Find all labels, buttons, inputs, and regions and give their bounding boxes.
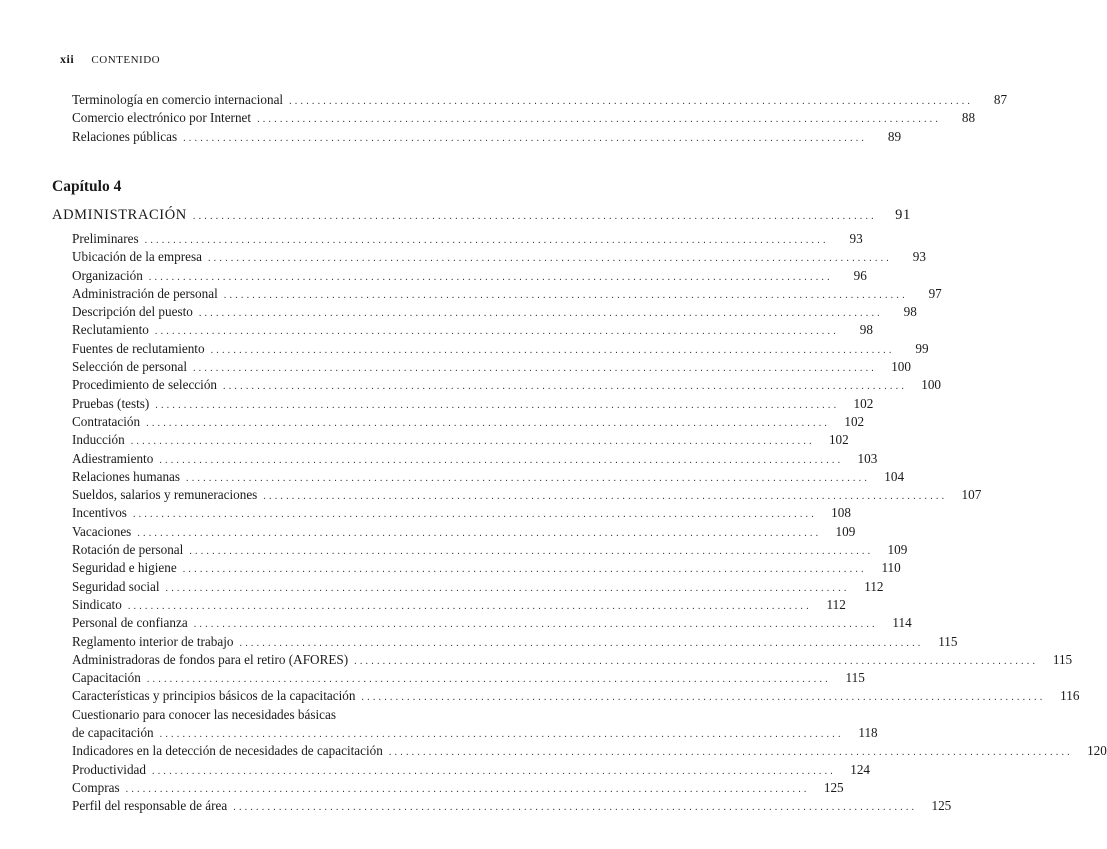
toc-entry-page: 96 <box>853 267 867 283</box>
toc-entry-label: Descripción del puesto <box>72 304 193 320</box>
leader-dots: ........................................................................................................................ <box>186 472 871 484</box>
toc-entry-page: 109 <box>887 542 908 558</box>
toc-entry-page: 125 <box>931 798 952 814</box>
toc-entry-page: 124 <box>850 761 870 777</box>
chapter-title: ADMINISTRACIÓN <box>52 207 187 223</box>
toc-entry <box>72 91 1008 109</box>
toc-entry-label: Relaciones públicas <box>72 128 178 144</box>
toc-entry-page: 110 <box>881 560 901 576</box>
toc-entry-label: Seguridad social <box>72 578 160 594</box>
toc-entry <box>72 340 929 358</box>
toc-entry-label: Contratación <box>72 413 141 429</box>
toc-entry-label: Terminología en comercio internacional <box>72 92 284 107</box>
toc-entry-page: 102 <box>853 395 874 411</box>
leader-dots: ........................................................................................................................ <box>354 655 1039 667</box>
toc-entry-page: 125 <box>823 779 844 795</box>
leader-dots: ........................................................................................................................ <box>192 363 877 375</box>
toc-entry-page: 114 <box>892 615 912 631</box>
leader-dots: ........................................................................................................................ <box>361 692 1046 704</box>
toc-entry-page: 93 <box>849 231 863 246</box>
toc-entry <box>72 285 942 303</box>
toc-entry-page: 89 <box>887 128 902 144</box>
toc-entry <box>72 687 1080 705</box>
toc-entry-label: Procedimiento de selección <box>72 377 218 393</box>
toc-entry-label: Relaciones humanas <box>72 468 181 484</box>
leader-dots: ........................................................................................................................ <box>152 765 836 777</box>
toc-entry <box>72 230 863 248</box>
leader-dots: ........................................................................................................................ <box>192 211 877 222</box>
toc-entry-page: 100 <box>891 359 911 375</box>
toc-entry-label: Capacitación <box>72 670 141 686</box>
toc-entry-label: Pruebas (tests) <box>72 395 150 411</box>
toc-entry-label: Características y principios básicos de la capacitación <box>72 688 356 704</box>
toc-entry <box>72 450 878 468</box>
toc-entry-label: Inducción <box>72 432 125 448</box>
toc-entry <box>72 358 911 376</box>
toc-entry-label: Seguridad e higiene <box>72 560 177 576</box>
toc-entry <box>72 395 874 413</box>
toc-entry <box>72 614 912 632</box>
toc-entry-label: Personal de confianza <box>72 615 188 631</box>
toc-entry-page: 115 <box>1052 651 1073 667</box>
toc-entry-label: Comercio electrónico por Internet <box>72 110 252 126</box>
toc-entry <box>72 413 865 431</box>
leader-dots: ........................................................................................................................ <box>233 802 918 814</box>
toc-entry-page: 109 <box>835 523 856 539</box>
leader-dots: ........................................................................................................................ <box>130 436 815 448</box>
toc-entry-label: Sueldos, salarios y remuneraciones <box>72 487 258 503</box>
toc-entry <box>72 504 851 522</box>
toc-entry <box>72 742 1107 760</box>
toc-entry <box>72 596 846 614</box>
toc-entry-label: Reclutamiento <box>72 322 149 338</box>
toc-entry-page: 118 <box>858 725 878 741</box>
toc-entry-label: Administración de personal <box>72 285 218 301</box>
toc-entry <box>72 468 905 486</box>
leader-dots: ........................................................................................................................ <box>127 600 812 612</box>
leader-dots: ........................................................................................................................ <box>223 289 908 301</box>
toc-entry <box>72 248 926 266</box>
leader-dots: ........................................................................................................................ <box>388 747 1073 759</box>
toc-entry-label: Organización <box>72 267 143 283</box>
leader-dots: ........................................................................................................................ <box>154 326 839 338</box>
toc-entry <box>72 651 1073 669</box>
toc-entry <box>72 706 550 724</box>
toc-entry-label: Incentivos <box>72 505 127 521</box>
leader-dots: ........................................................................................................................ <box>263 491 948 503</box>
toc-entry <box>72 523 856 541</box>
toc-entry-page: 102 <box>844 413 865 429</box>
toc-entry-label: Perfil del responsable de área <box>72 798 228 814</box>
toc-entry-page: 98 <box>859 322 873 338</box>
leader-dots: ........................................................................................................................ <box>125 783 810 795</box>
toc-entry <box>72 321 873 339</box>
toc-entry <box>72 633 958 651</box>
toc-entry-label: Adiestramiento <box>72 450 154 466</box>
toc-entry-label: Cuestionario para conocer las necesidades básicas <box>72 706 337 722</box>
toc-entry-page: 93 <box>912 249 926 265</box>
toc-entry-page: 108 <box>831 505 851 521</box>
toc-entry-label: Rotación de personal <box>72 542 184 558</box>
toc-entry <box>72 303 917 321</box>
leader-dots: ........................................................................................................................ <box>146 417 831 429</box>
chapter-heading: Capítulo 4 <box>52 178 122 195</box>
leader-dots: ........................................................................................................................ <box>182 564 867 576</box>
leader-dots: ........................................................................................................................ <box>210 344 895 356</box>
toc-entry-page: 99 <box>915 340 929 356</box>
toc-entry-page: 115 <box>845 670 865 686</box>
chapter-title-page: 91 <box>895 207 911 223</box>
toc-entry-label: Reglamento interior de trabajo <box>72 633 234 649</box>
toc-entry-page: 112 <box>826 596 846 612</box>
toc-entry <box>72 578 884 596</box>
toc-entry <box>72 724 878 742</box>
leader-dots: ........................................................................................................................ <box>144 235 829 246</box>
page-number: xii <box>60 52 75 66</box>
chapter-title-entry <box>52 204 911 226</box>
leader-dots: ........................................................................................................................ <box>239 637 924 649</box>
toc-entry-label: Administradoras de fondos para el retiro (AFORES) <box>72 651 349 667</box>
leader-dots: ........................................................................................................................ <box>257 114 942 126</box>
toc-entry-page: 112 <box>864 578 884 594</box>
toc-entry-page: 104 <box>884 468 905 484</box>
toc-entry <box>72 376 942 394</box>
leader-dots: ........................................................................................................................ <box>183 132 868 144</box>
toc-entry <box>72 669 865 687</box>
toc-entry-label: de capacitación <box>72 725 154 741</box>
toc-entry <box>72 761 870 779</box>
leader-dots: ........................................................................................................................ <box>207 253 892 265</box>
leader-dots: ........................................................................................................................ <box>189 546 874 558</box>
toc-entry-page: 87 <box>993 92 1008 107</box>
toc-entry <box>72 128 902 146</box>
toc-entry-label: Indicadores en la detección de necesidades de capacitación <box>72 743 383 759</box>
toc-entry-page: 102 <box>828 432 849 448</box>
leader-dots: ........................................................................................................................ <box>137 527 822 539</box>
toc-entry-page: 98 <box>903 304 917 320</box>
leader-dots: ........................................................................................................................ <box>155 399 840 411</box>
toc-entry-label: Preliminares <box>72 231 139 246</box>
toc-entry-page: 115 <box>938 633 958 649</box>
toc-entry <box>72 559 901 577</box>
leader-dots: ........................................................................................................................ <box>146 674 831 686</box>
leader-dots: ........................................................................................................................ <box>289 96 974 107</box>
leader-dots: ........................................................................................................................ <box>165 582 850 594</box>
leader-dots: ........................................................................................................................ <box>193 619 878 631</box>
toc-entry-page: 97 <box>928 285 942 301</box>
toc-entry <box>72 779 844 797</box>
toc-entry-label: Selección de personal <box>72 359 187 375</box>
toc-entry-label: Compras <box>72 779 120 795</box>
toc-entry <box>72 267 867 285</box>
toc-entry-label: Sindicato <box>72 596 122 612</box>
toc-entry-page: 120 <box>1087 743 1107 759</box>
toc-entry-label: Ubicación de la empresa <box>72 249 202 265</box>
toc-entry <box>72 486 982 504</box>
toc-entry-page: 100 <box>921 377 942 393</box>
toc-chapter-entries <box>72 230 1107 816</box>
toc-entry-page: 88 <box>961 110 976 126</box>
section-title: CONTENIDO <box>91 54 161 66</box>
leader-dots: ........................................................................................................................ <box>159 729 844 741</box>
toc-entry-page: 116 <box>1060 688 1080 704</box>
toc-entry <box>72 109 976 127</box>
leader-dots: ........................................................................................................................ <box>148 271 833 283</box>
toc-entry-page: 103 <box>857 450 878 466</box>
toc-entry-label: Vacaciones <box>72 523 132 539</box>
toc-entry-page: 107 <box>961 487 982 503</box>
leader-dots: ........................................................................................................................ <box>132 509 817 521</box>
leader-dots: ........................................................................................................................ <box>198 308 883 320</box>
toc-previous-chapter <box>72 91 1008 146</box>
toc-entry <box>72 797 952 815</box>
toc-entry <box>72 541 908 559</box>
leader-dots: ........................................................................................................................ <box>223 381 908 393</box>
running-head <box>60 52 160 67</box>
toc-entry <box>72 431 849 449</box>
leader-dots: ........................................................................................................................ <box>159 454 844 466</box>
toc-entry-label: Productividad <box>72 761 146 777</box>
toc-entry-label: Fuentes de reclutamiento <box>72 340 205 356</box>
